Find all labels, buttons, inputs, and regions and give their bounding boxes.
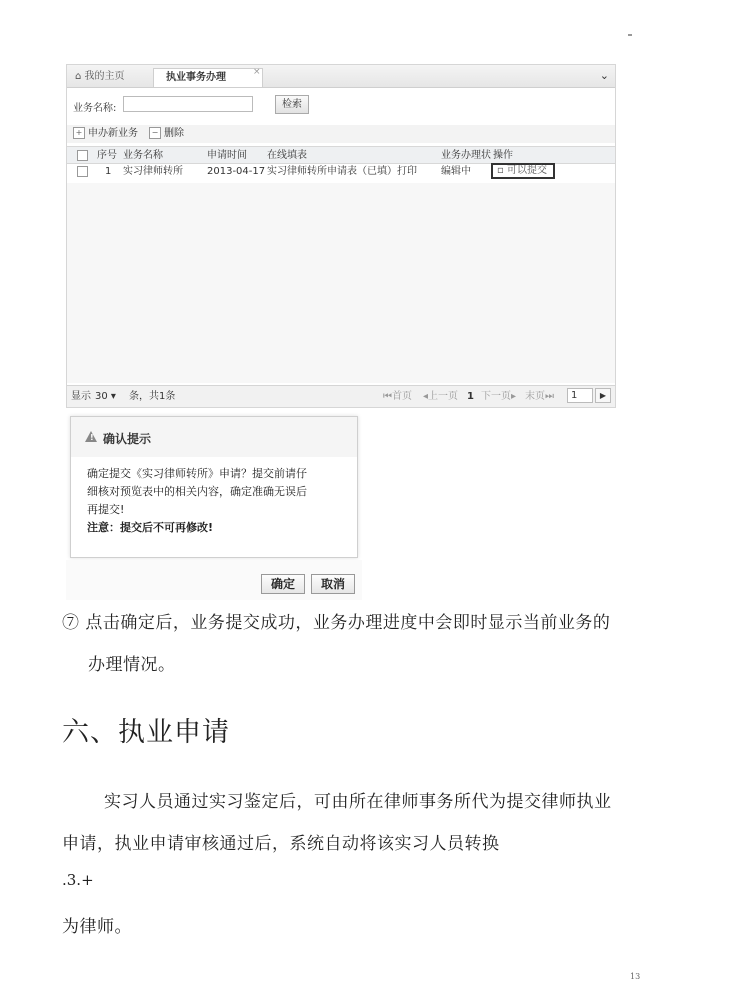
submit-icon: ▫ (497, 165, 504, 176)
paragraph-line-2: 申请，执业申请审核通过后，系统自动将该实习人员转换 (62, 834, 500, 854)
dialog-message-line: 确定提交《实习律师转所》申请？提交前请仔 (87, 467, 307, 480)
col-date: 申请时间 (207, 150, 247, 161)
delete-icon: − (149, 127, 161, 139)
embedded-screenshot (66, 64, 616, 408)
col-action: 操作 (493, 150, 513, 161)
goto-page-input[interactable]: 1 (567, 388, 593, 403)
home-icon: ⌂ (75, 71, 82, 82)
dialog-warning-note: 注意：提交后不可再修改! (87, 521, 214, 534)
caret-down-icon: ▾ (110, 391, 116, 402)
search-row (67, 95, 615, 117)
dialog-header (71, 417, 357, 457)
row-name: 实习律师转所 (123, 166, 183, 177)
row-index: 1 (105, 166, 112, 177)
first-page-label: 首页 (392, 391, 412, 402)
delete-button[interactable] (149, 127, 184, 141)
next-page-link[interactable] (481, 390, 516, 403)
warning-mark: ! (90, 433, 94, 442)
table-header (67, 146, 615, 164)
play-icon: ▶ (599, 391, 607, 400)
paragraph-line-3: 为律师。 (62, 917, 132, 937)
col-index: 序号 (97, 150, 117, 161)
last-page-icon: ⏭ (545, 391, 554, 402)
can-submit-button[interactable] (491, 163, 555, 179)
row-date: 2013-04-17 (207, 166, 266, 177)
record-count: 条，共1条 (129, 391, 176, 402)
first-page-link[interactable] (383, 390, 412, 403)
delete-label: 删除 (164, 128, 184, 139)
confirm-button[interactable]: 确定 (261, 574, 305, 594)
section-heading: 六、执业申请 (62, 717, 230, 748)
search-label: 业务名称: (73, 103, 117, 114)
goto-page-button[interactable] (595, 388, 611, 403)
col-form: 在线填表 (267, 150, 307, 161)
next-page-label: 下一页 (481, 391, 511, 402)
last-page-label: 末页 (525, 391, 545, 402)
new-business-button[interactable] (73, 127, 138, 141)
tab-bar (67, 65, 615, 88)
last-page-link[interactable] (525, 390, 554, 403)
can-submit-label: 可以提交 (506, 165, 547, 176)
col-name: 业务名称 (123, 150, 163, 161)
current-page: 1 (467, 391, 474, 402)
close-icon[interactable]: × (253, 67, 261, 77)
paragraph-line-1: 实习人员通过实习鉴定后，可由所在律师事务所代为提交律师执业 (104, 792, 612, 812)
tab-practice-affairs[interactable] (153, 68, 263, 87)
col-status: 业务办理状 (441, 150, 491, 161)
first-page-icon: ⏮ (383, 391, 392, 402)
row-checkbox[interactable] (77, 166, 88, 181)
new-business-label: 申办新业务 (88, 128, 138, 139)
dialog-title: 确认提示 (103, 432, 152, 446)
row-status: 编辑中 (441, 166, 471, 177)
step-7-text: ⑦ 点击确定后，业务提交成功，业务办理进度中会即时显示当前业务的 (62, 613, 611, 633)
scan-speck (628, 34, 632, 36)
page-size-value: 30 (95, 391, 108, 402)
search-input[interactable] (123, 96, 253, 112)
page-size-select[interactable] (95, 390, 116, 403)
tab-practice-affairs-label: 执业事务办理 (166, 72, 226, 83)
tab-home-label: 我的主页 (84, 71, 125, 82)
confirm-dialog (70, 416, 358, 558)
cancel-button[interactable]: 取消 (311, 574, 355, 594)
table-empty-area (67, 183, 615, 383)
prev-page-link[interactable] (423, 390, 458, 403)
dialog-message-line: 细核对预览表中的相关内容，确定准确无误后 (87, 485, 307, 498)
page-number: 13 (630, 972, 641, 981)
tab-home[interactable] (75, 69, 125, 85)
prev-page-label: 上一页 (428, 391, 459, 402)
add-icon: + (73, 127, 85, 139)
pager (67, 385, 615, 407)
next-page-icon: ▸ (511, 391, 517, 402)
search-button[interactable]: 检索 (275, 95, 309, 114)
dialog-message-line: 再提交! (87, 503, 125, 516)
prev-page-icon: ◂ (423, 391, 429, 402)
row-form-link[interactable]: 实习律师转所申请表（已填）打印 (267, 166, 417, 177)
double-chevron-down-icon[interactable]: ⌄ (599, 69, 609, 82)
page-size-label: 显示 (71, 391, 91, 402)
page-marker: .3.+ (62, 871, 94, 889)
step-7-text-continued: 办理情况。 (88, 655, 176, 675)
table-row (67, 163, 615, 181)
toolbar (67, 125, 615, 143)
dialog-message (87, 465, 349, 537)
